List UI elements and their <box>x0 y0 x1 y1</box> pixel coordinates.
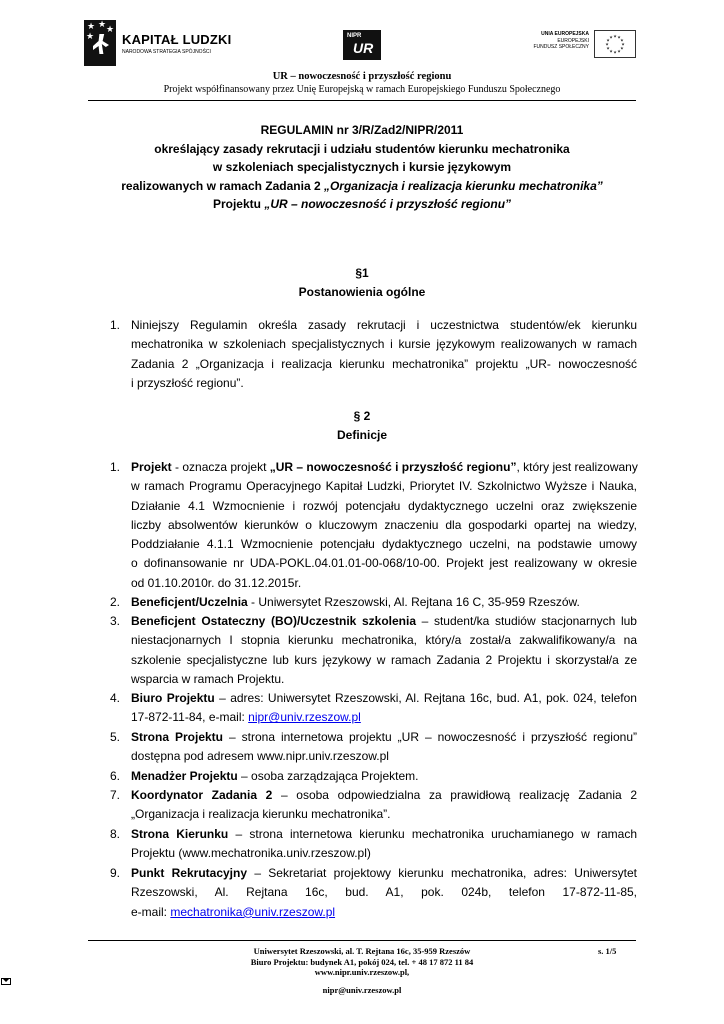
item-text-part: – strona internetowa kierunku mechatronika uruchamianego w ramach <box>228 827 637 841</box>
item-text <box>131 316 637 393</box>
title-line-3: w szkoleniach specjalistycznych i kursie językowym <box>212 160 512 175</box>
title-line-4 <box>0 177 724 196</box>
footer-line-2: Biuro Projektu: budynek A1, pokój 024, tel. + 48 17 872 11 84 <box>250 956 474 967</box>
item-line <box>131 458 637 477</box>
item-number: 8. <box>110 827 121 841</box>
item-term: Beneficjent Ostateczny (BO)/Uczestnik szkolenia <box>131 614 416 628</box>
kapital-ludzki-icon: ★ ★ ★ ★ <box>84 20 116 66</box>
title-line-4-plain: realizowanych w ramach Zadania 2 <box>121 178 324 193</box>
eu-star: ★ <box>613 33 617 39</box>
item-text-part: – student/ka studiów stacjonarnych lub <box>416 614 637 628</box>
eu-flag-icon <box>594 30 636 58</box>
item-text <box>131 458 637 593</box>
eu-star: ★ <box>605 41 609 47</box>
item-number: 4. <box>110 691 121 705</box>
eu-logo-text <box>533 31 589 51</box>
item-text <box>131 612 637 689</box>
item-text-part: 17-872-11-84, e-mail: <box>131 710 249 725</box>
item-term: Koordynator Zadania 2 <box>131 788 273 802</box>
email-link-mechatronika[interactable]: mechatronika@univ.rzeszow.pl <box>170 904 336 919</box>
item-line: Projektu (www.mechatronika.univ.rzeszow.pl) <box>131 846 371 861</box>
eu-star: ★ <box>620 37 624 43</box>
item-text <box>131 767 637 786</box>
item-term: Punkt Rekrutacyjny <box>131 866 248 880</box>
eu-star: ★ <box>617 48 621 54</box>
item-text <box>131 689 637 728</box>
item-line <box>131 903 637 922</box>
section-1-heading <box>0 264 724 301</box>
eu-line3: FUNDUSZ SPOŁECZNY <box>533 44 589 50</box>
item-text-part: – strona internetowa projektu „UR – nowoczesność i przyszłość regionu” <box>223 730 637 744</box>
item-number: 1. <box>110 460 121 474</box>
title-line-5-plain: Projektu <box>212 197 265 212</box>
item-line <box>131 767 637 786</box>
footer-email[interactable]: nipr@univ.rzeszow.pl <box>322 984 402 995</box>
item-text <box>131 825 637 864</box>
item-term: Projekt <box>131 460 172 474</box>
item-number: 9. <box>110 866 121 880</box>
section-1-title: Postanowienia ogólne <box>298 284 426 299</box>
item-term: Beneficjent/Uczelnia <box>131 595 248 609</box>
footer-divider <box>88 940 636 941</box>
eu-star: ★ <box>609 48 613 54</box>
item-line: dostępna pod adresem www.nipr.univ.rzeszow.pl <box>131 749 389 764</box>
item-line <box>131 708 637 727</box>
section-2-title: Definicje <box>336 427 387 442</box>
item-line: Rzeszowski, Al. Rejtana 16c, bud. A1, pok. 024b, telefon 17-872-11-85, <box>131 885 637 900</box>
footer-line-1: Uniwersytet Rzeszowski, al. T. Rejtana 16c, 35-959 Rzeszów <box>253 946 471 956</box>
nipr-ur-icon <box>343 30 381 60</box>
item-text <box>131 593 637 612</box>
eu-line1: UNIA EUROPEJSKA <box>541 31 589 37</box>
eu-star: ★ <box>617 34 621 40</box>
title-line-4-italic: „Organizacja i realizacja kierunku mechatronika” <box>323 178 603 193</box>
header-cofinance-line: Projekt współfinansowany przez Unię Europejską w ramach Europejskiego Funduszu Społecznego <box>163 84 561 95</box>
item-text-part: - oznacza projekt <box>171 460 270 474</box>
document-title <box>0 121 724 214</box>
item-number: 6. <box>110 769 121 783</box>
kapital-ludzki-logo <box>84 20 232 66</box>
nipr-logo-small: NIPR <box>347 33 362 39</box>
nipr-logo-big: UR <box>353 40 374 56</box>
item-text <box>131 786 637 825</box>
kapital-ludzki-title: KAPITAŁ LUDZKI <box>122 32 232 47</box>
item-text-part: – osoba odpowiedzialna za prawidłową realizację Zadania 2 <box>272 788 638 802</box>
item-line: od 01.10.2010r. do 31.12.2015r. <box>131 575 302 590</box>
item-line: niestacjonarnych I stopnia kierunku mechatronika, który/a został/a zakwalifikowany/a na <box>131 633 637 648</box>
item-line <box>131 864 637 883</box>
eu-star: ★ <box>606 45 610 51</box>
header-divider <box>88 100 636 101</box>
item-text-part: – osoba zarządzająca Projektem. <box>237 769 419 783</box>
item-text-part: – adres: Uniwersytet Rzeszowski, Al. Rejtana 16c, bud. A1, pok. 024, telefon <box>214 691 637 705</box>
item-line <box>131 612 637 631</box>
item-term: Menadżer Projektu <box>131 769 238 783</box>
item-line: Zadania 2 „Organizacja i realizacja kierunku mechatronika” projektu „UR- nowoczesność <box>131 356 637 371</box>
item-line: mechatronika w szkoleniach specjalistycznych i kursie językowym realizowanych w ramach <box>131 337 637 352</box>
item-line <box>131 593 637 612</box>
item-text-part: , który jest realizowany <box>516 460 638 474</box>
item-text <box>131 728 637 767</box>
item-line <box>131 689 637 708</box>
eu-star: ★ <box>609 34 613 40</box>
footer-website[interactable]: www.nipr.univ.rzeszow.pl, <box>314 967 410 977</box>
eu-line2: EUROPEJSKI <box>557 37 589 44</box>
kapital-ludzki-subtitle: NARODOWA STRATEGIA SPÓJNOŚCI <box>122 49 211 55</box>
title-line-5 <box>0 195 724 214</box>
eu-star: ★ <box>606 37 610 43</box>
item-line <box>131 728 637 747</box>
item-text-part: e-mail: <box>131 904 171 919</box>
item-line: „Organizacja i realizacja kierunku mechatronika”. <box>131 807 391 822</box>
footer-line-3 <box>0 967 724 995</box>
eu-star: ★ <box>620 45 624 51</box>
section-2-heading <box>0 407 724 444</box>
title-line-1: REGULAMIN nr 3/R/Zad2/NIPR/2011 <box>260 123 464 137</box>
header-project-line: UR – nowoczesność i przyszłość regionu <box>272 71 452 82</box>
item-line: liczby absolwentów kierunków o kluczowym znaczeniu dla gospodarki opartej na wiedzy, <box>131 517 637 532</box>
item-line: Niniejszy Regulamin określa zasady rekrutacji i uczestnictwa studentów/ek kierunku <box>131 318 637 332</box>
eu-star: ★ <box>613 49 617 55</box>
eu-logo <box>520 30 636 60</box>
item-text <box>131 864 637 922</box>
email-link-nipr[interactable]: nipr@univ.rzeszow.pl <box>248 710 361 725</box>
item-number: 3. <box>110 614 121 628</box>
item-line <box>131 786 637 805</box>
item-line: Działanie 4.1 Wzmocnienie i rozwój potencjału dydaktycznego uczelni oraz zwiększenie <box>131 498 637 513</box>
item-number: 7. <box>110 788 121 802</box>
section-1-number: §1 <box>355 266 369 280</box>
item-term: Strona Kierunku <box>131 827 229 841</box>
item-line <box>131 825 637 844</box>
item-line: wsparcia w ramach Projektu. <box>131 671 285 686</box>
item-term: Biuro Projektu <box>131 691 215 705</box>
item-line: szkolenie specjalistyczne lub kurs językowy w ramach Zadania 2 Projektu i skorzystał/a ze <box>131 652 637 667</box>
item-number: 5. <box>110 730 121 744</box>
item-term-project: „UR – nowoczesność i przyszłość regionu” <box>269 460 517 474</box>
title-line-5-italic: „UR – nowoczesność i przyszłość regionu” <box>264 197 512 212</box>
envelope-icon <box>1 978 11 985</box>
item-text-part: - Uniwersytet Rzeszowski, Al. Rejtana 16 C, 35-959 Rzeszów. <box>247 595 580 609</box>
item-term: Strona Projektu <box>131 730 223 744</box>
item-line: o dofinansowanie nr UDA-POKL.04.01.01-00-068/10-00. Projekt jest realizowany w okresie <box>131 556 637 571</box>
title-line-2: określający zasady rekrutacji i udziału studentów kierunku mechatronika <box>154 141 570 156</box>
item-line: w ramach Programu Operacyjnego Kapitał Ludzki, Priorytet IV. Szkolnictwo Wyższe i Nauka, <box>131 479 637 494</box>
item-line: i przyszłość regionu”. <box>131 375 244 390</box>
item-text-part: – Sekretariat projektowy kierunku mechatronika, adres: Uniwersytet <box>247 866 637 880</box>
item-line: Poddziałanie 4.1.1 Wzmocnienie potencjału dydaktycznego uczelni, na podstawie umowy <box>131 537 637 552</box>
eu-star: ★ <box>621 41 625 47</box>
section-2-number: § 2 <box>353 409 371 423</box>
page-number: s. 1/5 <box>598 946 617 956</box>
item-number: 1. <box>110 318 121 332</box>
item-number: 2. <box>110 595 121 609</box>
